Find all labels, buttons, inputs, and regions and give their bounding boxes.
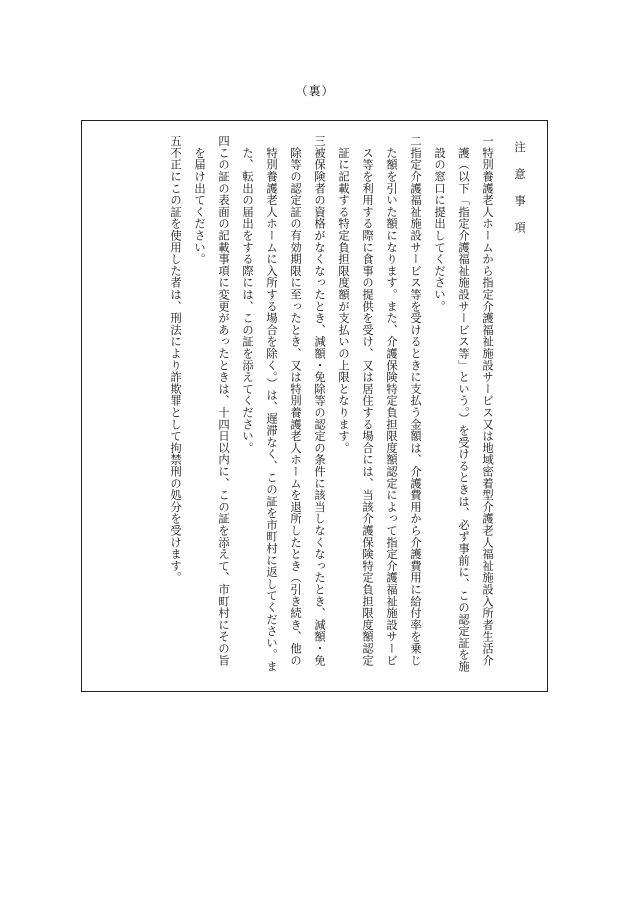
notice-item-1: [427, 135, 499, 675]
notice-item-number: 二: [409, 135, 422, 147]
notice-item-4: [187, 135, 235, 675]
notice-item-number: 五: [169, 135, 182, 147]
notice-item-number: 三: [313, 135, 326, 147]
notice-heading: 注 意 事 項: [513, 141, 526, 239]
notice-item-number: 四: [217, 135, 230, 147]
notice-item-text: この証の表面の記載事項に変更があったときは、十四日以内に、この証を添えて、市町村にその旨を届け出てください。: [193, 146, 230, 667]
notice-content: [163, 135, 531, 675]
notice-item-3: [235, 135, 331, 675]
notice-item-text: 被保険者の資格がなくなったとき、減額・免除等の認定の条件に該当しなくなったとき、減額・免除等の認定証の有効期限に至ったとき、又は特別養護老人ホームを退所したとき（引き続き、他の特別養護老人ホームに入所する場合を除く。）は、遅滞なく、この証を市町村に返してください。また、転出の届出をする際には、この証を添えてください。: [241, 146, 326, 673]
notice-item-2: [331, 135, 427, 675]
back-side-label: （裏）: [295, 84, 335, 98]
notice-item-5: [163, 135, 187, 675]
notice-item-text: 特別養護老人ホームから指定介護福祉施設サービス又は地域密着型介護老人福祉施設入所者生活介護（以下「指定介護福祉施設サービス等」という。）を受けるときは、必ず事前に、この認定証を施設の窓口に提出してください。: [433, 146, 494, 673]
notice-box: [81, 120, 548, 692]
notice-item-text: 指定介護福祉施設サービス等を受けるときに支払う金額は、介護費用から介護費用に給付率を乗じた額を引いた額になります。また、介護保険特定負担限度額認定によって指定介護福祉施設サービス等を利用する際に食事の提供を受け、又は居住する場合には、当該介護保険特定負担限度額認定証に記載する特定負担限度額が支払いの上限となります。: [337, 146, 422, 667]
notice-item-number: 一: [481, 135, 494, 147]
notice-item-text: 不正にこの証を使用した者は、刑法により詐欺罪として拘禁刑の処分を受けます。: [169, 146, 182, 584]
